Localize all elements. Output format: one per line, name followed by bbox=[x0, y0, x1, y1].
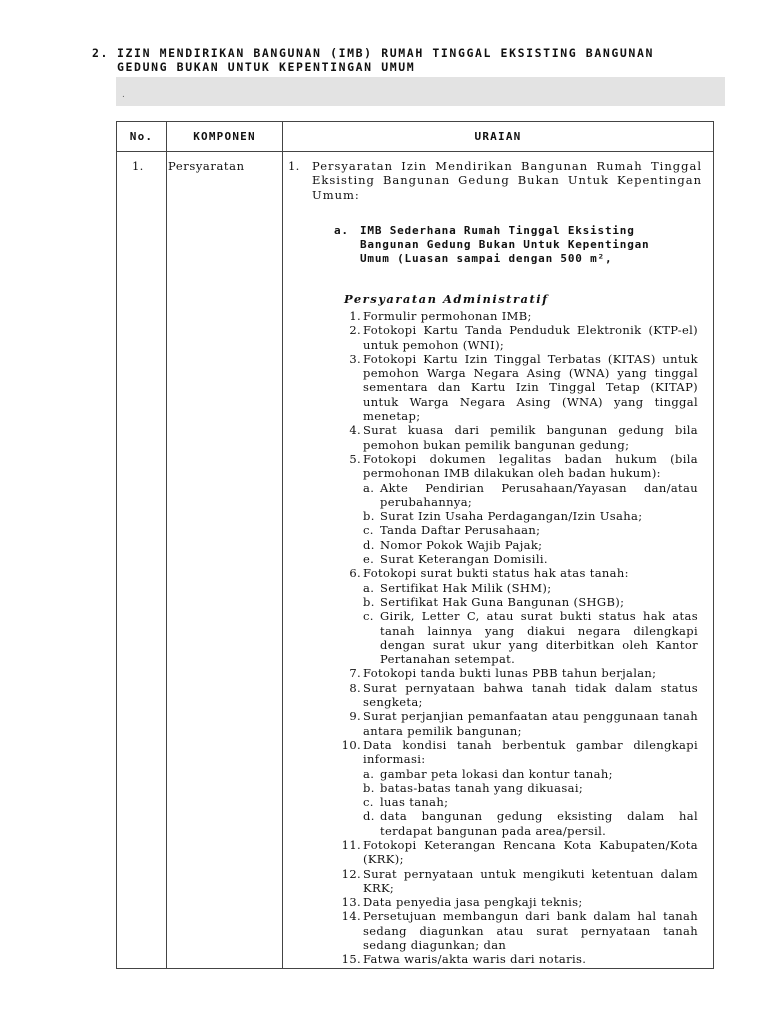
sub-list-item-letter: d. bbox=[363, 809, 375, 824]
list-item bbox=[338, 352, 698, 423]
sub-list-item bbox=[338, 509, 698, 523]
list-item-number: 8. bbox=[349, 680, 361, 695]
intro-text: Persyaratan Izin Mendirikan Bangunan Rumah Tinggal Eksisting Bangunan Gedung Bukan Untuk Kepentingan Umum: bbox=[312, 159, 702, 202]
sub-list-item-letter: a. bbox=[363, 580, 375, 595]
requirements-list bbox=[338, 309, 698, 967]
list-item bbox=[338, 838, 698, 867]
row-komponen: Persyaratan bbox=[168, 159, 245, 173]
sub-list-item bbox=[338, 795, 698, 809]
list-item-number: 13. bbox=[341, 895, 361, 910]
cell-no bbox=[117, 152, 167, 969]
header-uraian: URAIAN bbox=[283, 122, 714, 152]
list-item-number: 14. bbox=[341, 909, 361, 924]
list-item-text: Fotokopi Kartu Izin Tinggal Terbatas (KITAS) untuk pemohon Warga Negara Asing (WNA) yang tinggal sementara dan Kartu Izin Tinggal Tetap (KITAP) untuk Warga Negara Asing (WNA) yang tinggal menetap; bbox=[363, 351, 698, 424]
list-item bbox=[338, 952, 698, 966]
list-item-number: 11. bbox=[341, 837, 361, 852]
sub-list-item-text: Surat Keterangan Domisili. bbox=[380, 552, 548, 567]
cell-komponen bbox=[167, 152, 283, 969]
sub-list-item-text: luas tanah; bbox=[380, 795, 449, 810]
sub-list-item bbox=[338, 767, 698, 781]
sub-list-item bbox=[338, 809, 698, 838]
sub-list-item-letter: e. bbox=[363, 552, 375, 567]
intro-number: 1. bbox=[288, 159, 300, 173]
subsection-letter: a. bbox=[334, 224, 349, 237]
sub-list-item-text: Nomor Pokok Wajib Pajak; bbox=[380, 537, 543, 552]
table-header-row bbox=[117, 122, 714, 152]
list-item bbox=[338, 309, 698, 323]
sub-list-item-text: Sertifikat Hak Milik (SHM); bbox=[380, 580, 552, 595]
sub-list-item-letter: d. bbox=[363, 537, 375, 552]
list-item-number: 12. bbox=[341, 866, 361, 881]
list-item bbox=[338, 566, 698, 580]
list-item-text: Surat kuasa dari pemilik bangunan gedung bila pemohon bukan pemilik bangunan gedung; bbox=[363, 423, 698, 452]
row-number: 1. bbox=[132, 159, 144, 173]
list-item-number: 15. bbox=[341, 952, 361, 967]
sub-list-item bbox=[338, 523, 698, 537]
list-item-text: Surat pernyataan bahwa tanah tidak dalam status sengketa; bbox=[363, 680, 698, 710]
list-item-text: Persetujuan membangun dari bank dalam hal tanah sedang diagunkan atau surat pernyataan tanah sedang diagunkan; dan bbox=[363, 909, 698, 953]
header-no: No. bbox=[117, 122, 167, 152]
list-item-text: Surat pernyataan untuk mengikuti ketentuan dalam KRK; bbox=[363, 866, 698, 895]
sub-list-item-text: Sertifikat Hak Guna Bangunan (SHGB); bbox=[380, 594, 625, 609]
list-item-number: 1. bbox=[349, 309, 361, 323]
intro-paragraph bbox=[288, 159, 702, 202]
sub-list-item bbox=[338, 538, 698, 552]
list-item-text: Data kondisi tanah berbentuk gambar dilengkapi informasi: bbox=[363, 737, 698, 767]
sub-list-item-letter: c. bbox=[363, 523, 374, 538]
section-title-line-1: IZIN MENDIRIKAN BANGUNAN (IMB) RUMAH TINGGAL EKSISTING BANGUNAN bbox=[117, 46, 654, 60]
list-item-number: 9. bbox=[349, 709, 361, 724]
sub-list-item bbox=[338, 781, 698, 795]
sub-list-item-letter: a. bbox=[363, 766, 375, 781]
list-item bbox=[338, 909, 698, 952]
list-item-number: 6. bbox=[349, 566, 361, 581]
sub-list-item bbox=[338, 595, 698, 609]
sub-list-item-letter: c. bbox=[363, 609, 374, 624]
sub-list-item-letter: b. bbox=[363, 509, 375, 524]
list-item-number: 10. bbox=[341, 737, 361, 752]
sub-list-item-letter: a. bbox=[363, 480, 375, 495]
header-komponen: KOMPONEN bbox=[167, 122, 283, 152]
sub-list-item-text: Tanda Daftar Perusahaan; bbox=[380, 523, 541, 538]
sub-list-item-text: Girik, Letter C, atau surat bukti status hak atas tanah lainnya yang diakui negara dilengkapi dengan surat ukur yang diterbitkan oleh Kantor Pertanahan setempat. bbox=[380, 609, 698, 667]
list-item-text: Fotokopi dokumen legalitas badan hukum (bila permohonan IMB dilakukan oleh badan hukum): bbox=[363, 451, 698, 481]
list-item-number: 7. bbox=[349, 666, 361, 681]
subsection-title: IMB Sederhana Rumah Tinggal Eksisting Bangunan Gedung Bukan Untuk Kepentingan Umum (Luasan sampai dengan 500 m², bbox=[360, 224, 650, 265]
sub-list-item bbox=[338, 481, 698, 510]
list-item-text: Fotokopi Keterangan Rencana Kota Kabupaten/Kota (KRK); bbox=[363, 837, 698, 867]
list-item bbox=[338, 867, 698, 896]
sub-list-item bbox=[338, 552, 698, 566]
list-item-number: 3. bbox=[349, 351, 361, 366]
sub-list-item-text: data bangunan gedung eksisting dalam hal terdapat bangunan pada area/persil. bbox=[380, 809, 698, 838]
list-item-number: 5. bbox=[349, 451, 361, 466]
section-title-line-2: GEDUNG BUKAN UNTUK KEPENTINGAN UMUM bbox=[117, 60, 416, 74]
subsection-a bbox=[334, 224, 704, 266]
sub-list-item-text: Surat Izin Usaha Perdagangan/Izin Usaha; bbox=[380, 509, 643, 524]
list-item bbox=[338, 423, 698, 452]
sub-list-item-text: batas-batas tanah yang dikuasai; bbox=[380, 780, 584, 795]
gray-banner bbox=[116, 77, 725, 106]
list-item-text: Surat perjanjian pemanfaatan atau penggunaan tanah antara pemilik bangunan; bbox=[363, 709, 698, 738]
list-item bbox=[338, 738, 698, 767]
sub-list-item-letter: b. bbox=[363, 594, 375, 609]
list-item bbox=[338, 681, 698, 710]
sub-list-item-letter: c. bbox=[363, 795, 374, 810]
list-item-text: Data penyedia jasa pengkaji teknis; bbox=[363, 895, 583, 910]
sub-list-item bbox=[338, 581, 698, 595]
list-item-text: Fotokopi Kartu Tanda Penduduk Elektronik (KTP-el) untuk pemohon (WNI); bbox=[363, 323, 698, 352]
list-item-text: Fotokopi surat bukti status hak atas tanah: bbox=[363, 566, 629, 581]
list-item bbox=[338, 709, 698, 738]
sub-list-item-text: Akte Pendirian Perusahaan/Yayasan dan/atau perubahannya; bbox=[380, 480, 698, 509]
banner-dot: . bbox=[122, 90, 125, 100]
sub-list-item bbox=[338, 609, 698, 666]
list-item-number: 2. bbox=[349, 323, 361, 338]
list-item bbox=[338, 323, 698, 352]
list-item-text: Fatwa waris/akta waris dari notaris. bbox=[363, 952, 587, 967]
list-item-number: 4. bbox=[349, 423, 361, 438]
list-item-text: Fotokopi tanda bukti lunas PBB tahun berjalan; bbox=[363, 666, 657, 681]
section-number: 2. bbox=[92, 46, 110, 60]
admin-heading: Persyaratan Administratif bbox=[344, 292, 549, 306]
list-item-text: Formulir permohonan IMB; bbox=[363, 309, 532, 323]
sub-list-item-text: gambar peta lokasi dan kontur tanah; bbox=[380, 766, 613, 781]
list-item bbox=[338, 452, 698, 481]
sub-list-item-letter: b. bbox=[363, 780, 375, 795]
list-item bbox=[338, 895, 698, 909]
list-item bbox=[338, 666, 698, 680]
